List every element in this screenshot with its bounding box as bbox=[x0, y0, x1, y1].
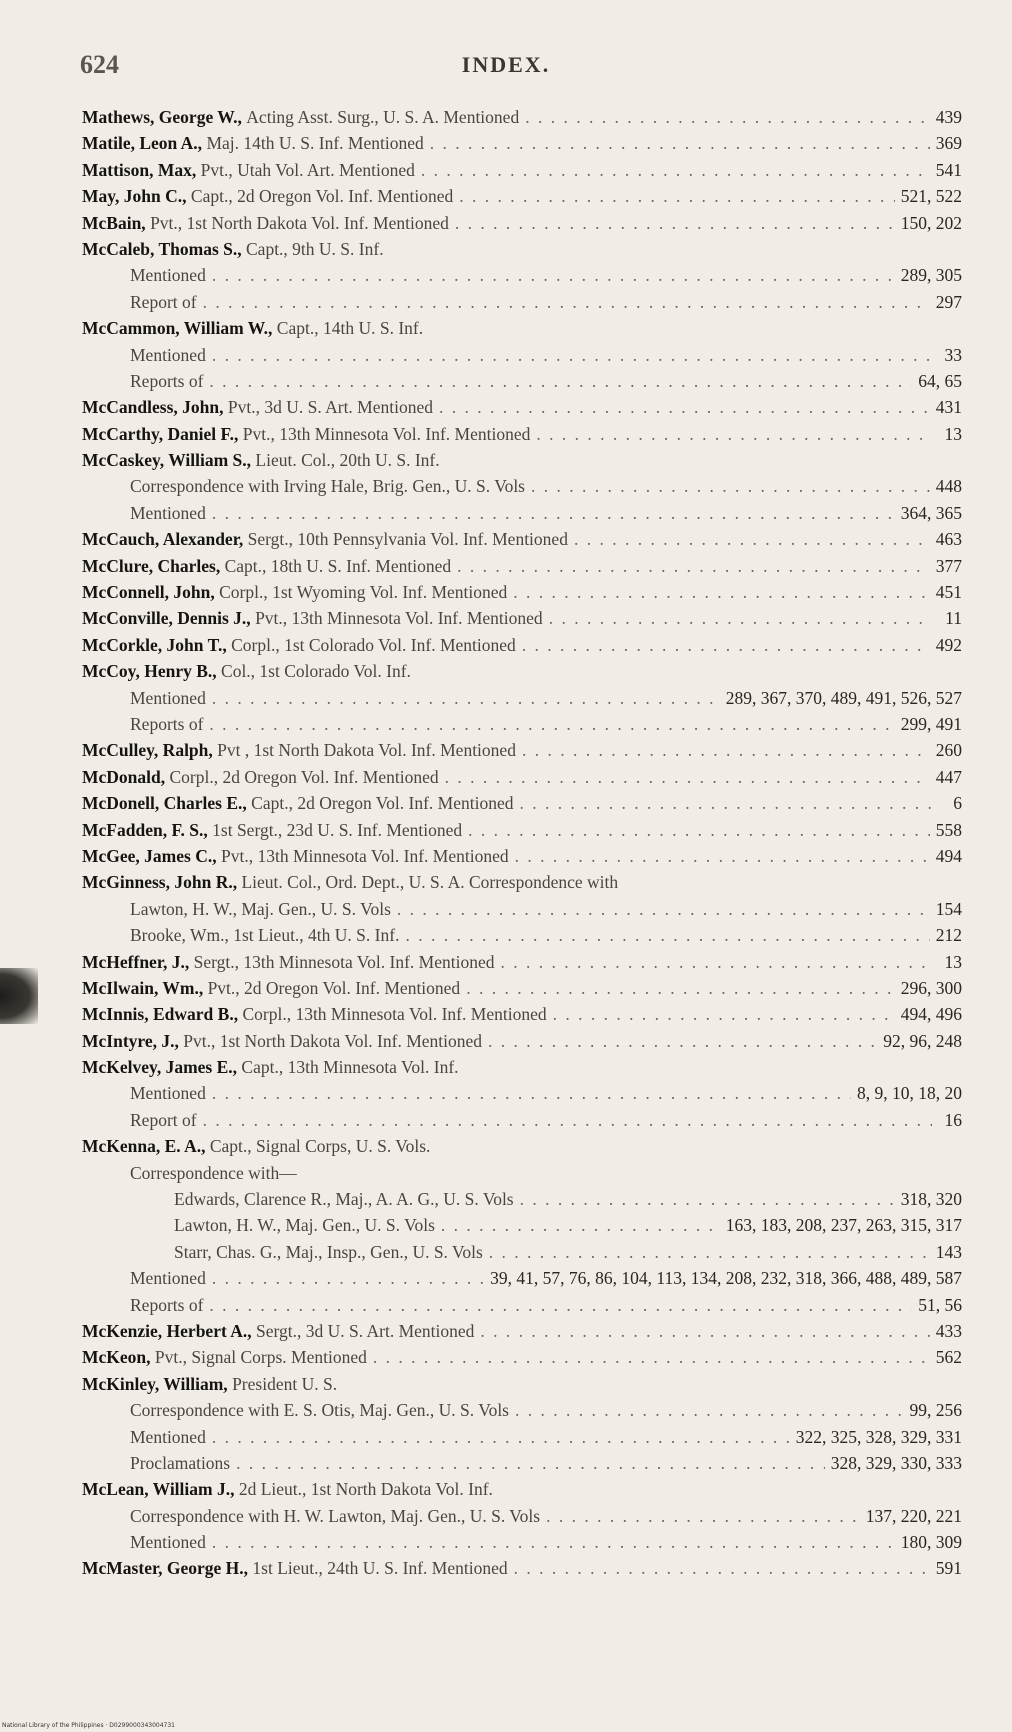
entry-description: Pvt., 13th Minnesota Vol. Inf. Mentioned bbox=[255, 608, 543, 629]
index-entry bbox=[82, 1371, 962, 1397]
entry-description: Correspondence with H. W. Lawton, Maj. Gen., U. S. Vols bbox=[130, 1505, 541, 1526]
entry-pages: 558 bbox=[935, 819, 962, 840]
dot-leader bbox=[212, 342, 932, 368]
index-entry bbox=[82, 843, 962, 869]
entry-pages: 154 bbox=[935, 898, 962, 919]
entry-description: Corpl., 2d Oregon Vol. Inf. Mentioned bbox=[169, 766, 439, 787]
entry-description: 1st Lieut., 24th U. S. Inf. Mentioned bbox=[252, 1558, 508, 1579]
entry-pages: 451 bbox=[935, 582, 962, 603]
entry-pages: 447 bbox=[935, 766, 962, 787]
entry-pages: 143 bbox=[935, 1241, 962, 1262]
index-entry bbox=[82, 130, 962, 156]
entry-description: Pvt., 13th Minnesota Vol. Inf. Mentioned bbox=[242, 423, 531, 444]
index-entry bbox=[82, 394, 962, 420]
entry-pages: 51, 56 bbox=[918, 1294, 962, 1315]
index-entry bbox=[82, 1028, 962, 1054]
index-entry bbox=[82, 737, 962, 763]
entry-pages: 64, 65 bbox=[918, 370, 962, 391]
entry-pages: 494, 496 bbox=[900, 1004, 962, 1025]
entry-pages: 289, 367, 370, 489, 491, 526, 527 bbox=[725, 687, 962, 708]
entry-name: McBain, bbox=[82, 212, 146, 233]
dot-leader bbox=[459, 183, 895, 209]
entry-pages: 92, 96, 248 bbox=[883, 1030, 962, 1051]
index-entry bbox=[82, 1476, 962, 1502]
entry-description: Mentioned bbox=[130, 502, 206, 523]
entry-name: McDonell, Charles E., bbox=[82, 793, 247, 814]
index-entry bbox=[82, 1318, 962, 1344]
entry-description: Mentioned bbox=[130, 1083, 206, 1104]
page-title: INDEX. bbox=[461, 52, 551, 77]
entry-description: Pvt., Utah Vol. Art. Mentioned bbox=[200, 159, 415, 180]
entry-description: Mentioned bbox=[130, 1532, 206, 1553]
index-entry bbox=[82, 685, 962, 711]
entry-name: McMaster, George H., bbox=[82, 1558, 249, 1579]
entry-pages: 494 bbox=[935, 845, 962, 866]
index-entry bbox=[82, 104, 962, 130]
entry-description: Correspondence with Irving Hale, Brig. Gen., U. S. Vols bbox=[130, 476, 525, 497]
dot-leader bbox=[574, 526, 930, 552]
page-number: 624 bbox=[80, 50, 119, 79]
entry-name: McCoy, Henry B., bbox=[82, 661, 217, 682]
entry-description: Lawton, H. W., Maj. Gen., U. S. Vols bbox=[174, 1215, 435, 1236]
entry-name: McInnis, Edward B., bbox=[82, 1004, 239, 1025]
entry-description: Mentioned bbox=[130, 1426, 206, 1447]
entry-pages: 11 bbox=[945, 608, 962, 629]
entry-pages: 322, 325, 328, 329, 331 bbox=[795, 1426, 962, 1447]
entry-description: Corpl., 13th Minnesota Vol. Inf. Mentioned bbox=[242, 1004, 547, 1025]
entry-name: McCulley, Ralph, bbox=[82, 740, 213, 761]
entry-pages: 6 bbox=[953, 793, 962, 814]
entry-name: McCammon, William W., bbox=[82, 318, 273, 339]
index-entry bbox=[82, 632, 962, 658]
entry-name: McClure, Charles, bbox=[82, 555, 221, 576]
dot-leader bbox=[457, 553, 930, 579]
entry-name: McKelvey, James E., bbox=[82, 1057, 238, 1078]
entry-pages: 180, 309 bbox=[900, 1532, 962, 1553]
entry-name: May, John C., bbox=[82, 186, 187, 207]
entry-name: McKenna, E. A., bbox=[82, 1136, 206, 1157]
dot-leader bbox=[489, 1239, 930, 1265]
entry-pages: 541 bbox=[935, 159, 962, 180]
index-entry bbox=[82, 975, 962, 1001]
entry-name: McGee, James C., bbox=[82, 845, 217, 866]
entry-description: Correspondence with— bbox=[130, 1162, 297, 1183]
entry-description: Reports of bbox=[130, 1294, 204, 1315]
entry-description: Pvt., 1st North Dakota Vol. Inf. Mentioned bbox=[150, 212, 449, 233]
entry-pages: 328, 329, 330, 333 bbox=[830, 1452, 962, 1473]
entry-description: Report of bbox=[130, 291, 197, 312]
entry-name: McCarthy, Daniel F., bbox=[82, 423, 239, 444]
entry-pages: 448 bbox=[935, 476, 962, 497]
dot-leader bbox=[212, 1424, 790, 1450]
entry-pages: 297 bbox=[935, 291, 962, 312]
entry-description: Brooke, Wm., 1st Lieut., 4th U. S. Inf. bbox=[130, 925, 400, 946]
entry-pages: 260 bbox=[935, 740, 962, 761]
entry-description: Reports of bbox=[130, 370, 204, 391]
index-entry bbox=[82, 949, 962, 975]
library-footer: National Library of the Philippines · D0299000343004731 bbox=[2, 1722, 175, 1729]
entry-pages: 492 bbox=[935, 634, 962, 655]
dot-leader bbox=[209, 711, 894, 737]
entry-description: Sergt., 10th Pennsylvania Vol. Inf. Mentioned bbox=[247, 529, 568, 550]
entry-name: McIlwain, Wm., bbox=[82, 977, 204, 998]
index-entry bbox=[82, 1107, 962, 1133]
dot-leader bbox=[441, 1212, 720, 1238]
index-entry bbox=[82, 447, 962, 473]
entry-description: Mentioned bbox=[130, 265, 206, 286]
entry-pages: 591 bbox=[935, 1558, 962, 1579]
dot-leader bbox=[515, 1397, 904, 1423]
index-entry bbox=[82, 1212, 962, 1238]
dot-leader bbox=[203, 289, 930, 315]
entry-description: Reports of bbox=[130, 713, 204, 734]
index-entry bbox=[82, 764, 962, 790]
entry-description: Capt., 18th U. S. Inf. Mentioned bbox=[224, 555, 452, 576]
dot-leader bbox=[480, 1318, 929, 1344]
entry-description: Capt., 2d Oregon Vol. Inf. Mentioned bbox=[190, 186, 454, 207]
index-entry bbox=[82, 1397, 962, 1423]
entry-pages: 433 bbox=[935, 1320, 962, 1341]
dot-leader bbox=[525, 104, 930, 130]
index-entry bbox=[82, 1160, 962, 1186]
entry-description: President U. S. bbox=[232, 1373, 338, 1394]
entry-pages: 39, 41, 57, 76, 86, 104, 113, 134, 208, 232, 318, 366, 488, 489, 587 bbox=[490, 1268, 962, 1289]
dot-leader bbox=[536, 421, 932, 447]
index-entry bbox=[82, 1054, 962, 1080]
entry-description: Mentioned bbox=[130, 344, 206, 365]
index-entry bbox=[82, 790, 962, 816]
dot-leader bbox=[488, 1028, 877, 1054]
dot-leader bbox=[501, 949, 932, 975]
index-entry bbox=[82, 183, 962, 209]
entry-description: Proclamations bbox=[130, 1452, 231, 1473]
entry-pages: 296, 300 bbox=[900, 977, 962, 998]
dot-leader bbox=[468, 817, 930, 843]
entry-pages: 33 bbox=[944, 344, 962, 365]
page-edge-shadow bbox=[0, 968, 38, 1024]
index-entry bbox=[82, 658, 962, 684]
entry-pages: 463 bbox=[935, 529, 962, 550]
entry-pages: 13 bbox=[944, 951, 962, 972]
index-entry bbox=[82, 342, 962, 368]
entry-description: Lieut. Col., 20th U. S. Inf. bbox=[255, 450, 440, 471]
index-entry bbox=[82, 605, 962, 631]
entry-description: Report of bbox=[130, 1109, 197, 1130]
entry-description: Capt., 2d Oregon Vol. Inf. Mentioned bbox=[251, 793, 514, 814]
entry-description: Capt., 9th U. S. Inf. bbox=[246, 238, 384, 259]
entry-name: McConnell, John, bbox=[82, 582, 215, 603]
entry-description: Pvt., 1st North Dakota Vol. Inf. Mentioned bbox=[183, 1030, 483, 1051]
dot-leader bbox=[514, 1555, 930, 1581]
entry-pages: 8, 9, 10, 18, 20 bbox=[857, 1083, 962, 1104]
entry-name: McCauch, Alexander, bbox=[82, 529, 244, 550]
entry-description: Mentioned bbox=[130, 687, 206, 708]
dot-leader bbox=[549, 605, 932, 631]
dot-leader bbox=[373, 1344, 930, 1370]
entry-description: Capt., Signal Corps, U. S. Vols. bbox=[209, 1136, 431, 1157]
dot-leader bbox=[203, 1107, 932, 1133]
entry-pages: 377 bbox=[935, 555, 962, 576]
dot-leader bbox=[519, 790, 932, 816]
dot-leader bbox=[212, 685, 720, 711]
entry-name: McIntyre, J., bbox=[82, 1030, 179, 1051]
index-entry bbox=[82, 817, 962, 843]
dot-leader bbox=[513, 579, 929, 605]
dot-leader bbox=[445, 764, 930, 790]
dot-leader bbox=[209, 368, 912, 394]
index-entry bbox=[82, 315, 962, 341]
dot-leader bbox=[515, 843, 930, 869]
entry-name: McKeon, bbox=[82, 1347, 151, 1368]
entry-pages: 150, 202 bbox=[900, 212, 962, 233]
entry-description: Maj. 14th U. S. Inf. Mentioned bbox=[206, 133, 424, 154]
index-entry bbox=[82, 1265, 962, 1291]
dot-leader bbox=[430, 130, 930, 156]
entry-pages: 431 bbox=[935, 397, 962, 418]
index-entry bbox=[82, 1080, 962, 1106]
index-entry bbox=[82, 1344, 962, 1370]
entry-description: Pvt , 1st North Dakota Vol. Inf. Mentioned bbox=[217, 740, 516, 761]
dot-leader bbox=[546, 1503, 860, 1529]
dot-leader bbox=[522, 737, 930, 763]
index-entry bbox=[82, 526, 962, 552]
dot-leader bbox=[212, 1265, 484, 1291]
entry-name: McFadden, F. S., bbox=[82, 819, 208, 840]
entry-pages: 16 bbox=[944, 1109, 962, 1130]
index-entries bbox=[82, 104, 962, 1582]
entry-description: Pvt., 13th Minnesota Vol. Inf. Mentioned bbox=[220, 845, 509, 866]
entry-pages: 439 bbox=[935, 107, 962, 127]
entry-description: Edwards, Clarence R., Maj., A. A. G., U. S. Vols bbox=[174, 1189, 514, 1210]
index-entry bbox=[82, 500, 962, 526]
index-entry bbox=[82, 896, 962, 922]
entry-pages: 13 bbox=[944, 423, 962, 444]
entry-description: Lawton, H. W., Maj. Gen., U. S. Vols bbox=[130, 898, 391, 919]
index-entry bbox=[82, 262, 962, 288]
entry-pages: 137, 220, 221 bbox=[865, 1505, 962, 1526]
index-entry bbox=[82, 1001, 962, 1027]
index-entry bbox=[82, 210, 962, 236]
index-entry bbox=[82, 1529, 962, 1555]
dot-leader bbox=[212, 500, 895, 526]
dot-leader bbox=[209, 1292, 912, 1318]
dot-leader bbox=[455, 210, 895, 236]
index-entry bbox=[82, 1239, 962, 1265]
entry-name: McGinness, John R., bbox=[82, 872, 238, 893]
index-entry bbox=[82, 236, 962, 262]
dot-leader bbox=[531, 473, 930, 499]
entry-name: McKenzie, Herbert A., bbox=[82, 1320, 252, 1341]
index-entry bbox=[82, 869, 962, 895]
index-entry bbox=[82, 553, 962, 579]
entry-name: Mathews, George W., bbox=[82, 107, 242, 127]
dot-leader bbox=[212, 1080, 851, 1106]
entry-description: Capt., 13th Minnesota Vol. Inf. bbox=[241, 1057, 459, 1078]
dot-leader bbox=[212, 1529, 895, 1555]
entry-description: Lieut. Col., Ord. Dept., U. S. A. Correspondence with bbox=[241, 872, 619, 893]
dot-leader bbox=[439, 394, 930, 420]
entry-name: McCorkle, John T., bbox=[82, 634, 227, 655]
entry-pages: 364, 365 bbox=[900, 502, 962, 523]
entry-description: Capt., 14th U. S. Inf. bbox=[276, 318, 424, 339]
entry-name: Matile, Leon A., bbox=[82, 133, 203, 154]
entry-pages: 163, 183, 208, 237, 263, 315, 317 bbox=[725, 1215, 962, 1236]
entry-pages: 369 bbox=[935, 133, 962, 154]
entry-description: Corpl., 1st Colorado Vol. Inf. Mentioned bbox=[231, 634, 516, 655]
entry-name: McCaskey, William S., bbox=[82, 450, 252, 471]
entry-name: McCaleb, Thomas S., bbox=[82, 238, 242, 259]
index-entry bbox=[82, 1292, 962, 1318]
entry-pages: 212 bbox=[935, 925, 962, 946]
index-entry bbox=[82, 1186, 962, 1212]
entry-description: Starr, Chas. G., Maj., Insp., Gen., U. S. Vols bbox=[174, 1241, 483, 1262]
index-entry bbox=[82, 579, 962, 605]
index-entry bbox=[82, 473, 962, 499]
entry-pages: 99, 256 bbox=[909, 1400, 962, 1421]
entry-description: Mentioned bbox=[130, 1268, 206, 1289]
entry-name: McCandless, John, bbox=[82, 397, 224, 418]
entry-description: Correspondence with E. S. Otis, Maj. Gen., U. S. Vols bbox=[130, 1400, 509, 1421]
index-entry bbox=[82, 157, 962, 183]
entry-description: Pvt., 3d U. S. Art. Mentioned bbox=[227, 397, 434, 418]
entry-description: Col., 1st Colorado Vol. Inf. bbox=[221, 661, 411, 682]
dot-leader bbox=[421, 157, 930, 183]
index-entry bbox=[82, 711, 962, 737]
index-entry bbox=[82, 922, 962, 948]
entry-description: Corpl., 1st Wyoming Vol. Inf. Mentioned bbox=[219, 582, 508, 603]
index-entry bbox=[82, 368, 962, 394]
entry-name: McKinley, William, bbox=[82, 1373, 228, 1394]
index-entry bbox=[82, 1450, 962, 1476]
dot-leader bbox=[522, 632, 930, 658]
dot-leader bbox=[520, 1186, 895, 1212]
entry-description: Sergt., 3d U. S. Art. Mentioned bbox=[255, 1320, 475, 1341]
entry-pages: 299, 491 bbox=[900, 713, 962, 734]
entry-name: Mattison, Max, bbox=[82, 159, 197, 180]
entry-pages: 562 bbox=[935, 1347, 962, 1368]
entry-description: 2d Lieut., 1st North Dakota Vol. Inf. bbox=[238, 1479, 493, 1500]
entry-pages: 318, 320 bbox=[900, 1189, 962, 1210]
dot-leader bbox=[397, 896, 930, 922]
page-header bbox=[0, 50, 1012, 90]
entry-name: McDonald, bbox=[82, 766, 166, 787]
dot-leader bbox=[212, 262, 895, 288]
entry-pages: 521, 522 bbox=[900, 186, 962, 207]
entry-name: McConville, Dennis J., bbox=[82, 608, 251, 629]
index-entry bbox=[82, 1424, 962, 1450]
entry-name: McHeffner, J., bbox=[82, 951, 190, 972]
dot-leader bbox=[405, 922, 929, 948]
entry-description: Pvt., 2d Oregon Vol. Inf. Mentioned bbox=[207, 977, 461, 998]
index-entry bbox=[82, 289, 962, 315]
entry-description: 1st Sergt., 23d U. S. Inf. Mentioned bbox=[212, 819, 463, 840]
index-entry bbox=[82, 1133, 962, 1159]
dot-leader bbox=[466, 975, 895, 1001]
entry-pages: 289, 305 bbox=[900, 265, 962, 286]
entry-description: Sergt., 13th Minnesota Vol. Inf. Mentioned bbox=[193, 951, 495, 972]
entry-name: McLean, William J., bbox=[82, 1479, 235, 1500]
entry-description: Acting Asst. Surg., U. S. A. Mentioned bbox=[246, 107, 520, 127]
index-entry bbox=[82, 1503, 962, 1529]
dot-leader bbox=[553, 1001, 895, 1027]
index-entry bbox=[82, 1555, 962, 1581]
dot-leader bbox=[236, 1450, 825, 1476]
entry-description: Pvt., Signal Corps. Mentioned bbox=[154, 1347, 367, 1368]
index-entry bbox=[82, 421, 962, 447]
